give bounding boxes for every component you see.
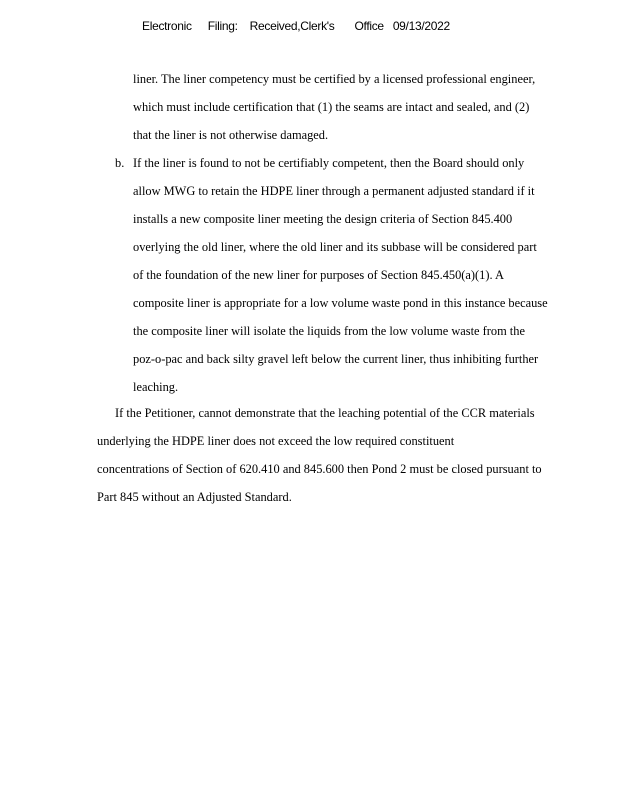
filing-stamp-header bbox=[142, 19, 450, 33]
text-line: underlying the HDPE liner does not exceed the low required constituent bbox=[97, 434, 455, 448]
text-line: installs a new composite liner meeting the design criteria of Section 845.400 bbox=[133, 212, 513, 226]
text-line: that the liner is not otherwise damaged. bbox=[133, 128, 329, 142]
text-line: liner. The liner competency must be certified by a licensed professional engineer, bbox=[133, 72, 536, 86]
text-line: the composite liner will isolate the liquids from the low volume waste from the bbox=[133, 324, 525, 338]
text-line: If the liner is found to not be certifiably competent, then the Board should only bbox=[133, 156, 525, 170]
header-filing: Filing: bbox=[207, 19, 238, 33]
text-line: composite liner is appropriate for a low volume waste pond in this instance because bbox=[133, 296, 548, 310]
text-line: allow MWG to retain the HDPE liner through a permanent adjusted standard if it bbox=[133, 184, 535, 198]
header-date: 09/13/2022 bbox=[392, 19, 450, 33]
header-electronic: Electronic bbox=[142, 19, 192, 33]
text-line: concentrations of Section of 620.410 and 845.600 then Pond 2 must be closed pursuant to bbox=[97, 462, 542, 476]
text-line: of the foundation of the new liner for purposes of Section 845.450(a)(1). A bbox=[133, 268, 504, 282]
header-office: Office bbox=[354, 19, 384, 33]
text-line: overlying the old liner, where the old liner and its subbase will be considered part bbox=[133, 240, 537, 254]
text-line: leaching. bbox=[133, 380, 179, 394]
header-received-clerks: Received,Clerk's bbox=[249, 19, 335, 33]
text-line: poz-o-pac and back silty gravel left below the current liner, thus inhibiting further bbox=[133, 352, 539, 366]
list-marker-b: b. bbox=[115, 156, 125, 170]
text-line: If the Petitioner, cannot demonstrate that the leaching potential of the CCR materials bbox=[115, 406, 535, 420]
text-line: which must include certification that (1) the seams are intact and sealed, and (2) bbox=[133, 100, 530, 114]
text-line: Part 845 without an Adjusted Standard. bbox=[97, 490, 292, 504]
